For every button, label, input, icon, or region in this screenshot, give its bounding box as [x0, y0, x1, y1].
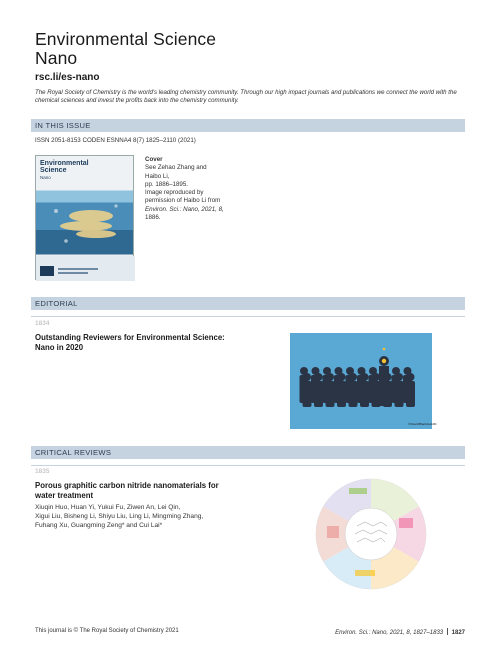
person-body	[337, 381, 346, 407]
section-heading-in-this-issue: IN THIS ISSUE	[35, 121, 91, 130]
cover-illustration	[36, 156, 135, 281]
section-bar-in-this-issue	[31, 119, 465, 132]
reviewers-illustration	[290, 333, 437, 429]
person-body	[303, 381, 312, 407]
person-body	[395, 381, 404, 407]
footer-citation	[335, 628, 465, 636]
person-head	[407, 373, 415, 381]
section-heading-editorial: EDITORIAL	[35, 299, 78, 308]
person-body	[314, 381, 323, 407]
footer-citation-text: Environ. Sci.: Nano, 2021, 8, 1827–1833	[335, 630, 444, 636]
divider	[31, 316, 465, 317]
review-authors: Xiuqin Huo, Huan Yi, Yukui Fu, Ziwen An, Lei Qin, Xigui Liu, Bisheng Li, Shiyu Liu, Ling Li, Mingming Zhang, Fuhang Xu, Guangming Zeng* and Cui Lai*	[35, 504, 204, 529]
section-heading-critical-reviews: CRITICAL REVIEWS	[35, 448, 112, 457]
review-title-link[interactable]: Porous graphitic carbon nitride nanomaterials for water treatment	[35, 481, 219, 500]
person-head	[303, 373, 311, 381]
person-body	[406, 381, 415, 407]
cover-image-subtitle: Nano	[40, 175, 51, 180]
footer-copyright: This journal is © The Royal Society of Chemistry 2021	[35, 628, 179, 634]
person-head	[372, 373, 380, 381]
review-wheel-diagram	[315, 478, 427, 590]
intro-text: The Royal Society of Chemistry is the world's leading chemistry community. Through our high impact journals and publications we connect the world with the chemical sciences and invest the profits back into the chemistry community.	[35, 89, 457, 105]
person-body	[360, 381, 369, 407]
divider	[31, 465, 465, 466]
journal-title-line2: Nano	[35, 48, 78, 68]
editorial-title-link[interactable]: Outstanding Reviewers for Environmental Science: Nano in 2020	[35, 333, 225, 352]
cover-image[interactable]	[35, 155, 134, 280]
person-head	[349, 373, 357, 381]
section-bar-editorial	[31, 297, 465, 310]
cover-image-title: Environmental Science	[40, 160, 89, 174]
person-head	[338, 373, 346, 381]
journal-url-link[interactable]: rsc.li/es-nano	[35, 72, 100, 83]
footer-page-number: 1827	[451, 630, 465, 636]
person-body	[349, 381, 358, 407]
cover-caption: Cover See Zehao Zhang and Haibo Li, pp. 1886–1895. Image reproduced by permission of Haibo Li from Environ. Sci.: Nano, 2021, 8, 1886.	[145, 156, 250, 222]
person-head	[361, 373, 369, 381]
person-head	[395, 373, 403, 381]
cover-label: Cover	[145, 156, 163, 163]
editorial-figure	[290, 333, 437, 429]
person-head	[315, 373, 323, 381]
journal-title	[35, 30, 216, 68]
figure-credit: ©iStock/BlackJack3D	[408, 422, 437, 426]
editorial-page-number: 1834	[35, 320, 50, 327]
review-page-number: 1835	[35, 468, 50, 475]
person-body	[326, 381, 335, 407]
person-head	[326, 373, 334, 381]
issn-line: ISSN 2051-8153 CODEN ESNNA4 8(7) 1825–2110 (2021)	[35, 137, 196, 144]
footer-separator	[447, 628, 448, 635]
journal-title-line1: Environmental Science	[35, 29, 217, 49]
review-figure	[315, 478, 427, 590]
section-bar-critical-reviews	[31, 446, 465, 459]
